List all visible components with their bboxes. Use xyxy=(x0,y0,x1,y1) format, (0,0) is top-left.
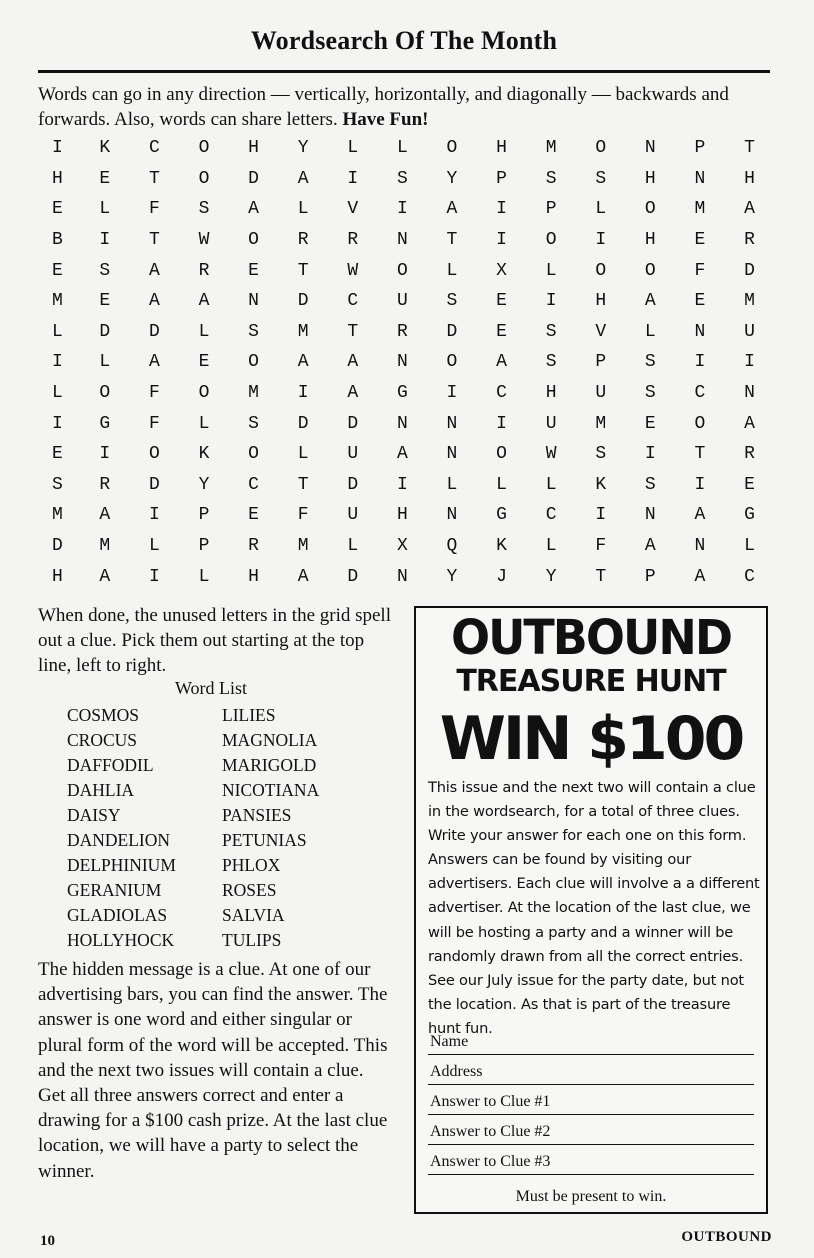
word-list-item: COSMOS xyxy=(67,705,139,725)
grid-letter: S xyxy=(248,413,259,434)
word-list-item: DAHLIA xyxy=(67,780,135,800)
grid-letter: E xyxy=(744,474,755,495)
grid-letter: P xyxy=(496,168,507,189)
grid-letter: I xyxy=(694,352,706,373)
grid-letter: P xyxy=(198,505,210,526)
grid-row xyxy=(38,561,778,592)
word-list-item: TULIPS xyxy=(222,930,282,950)
grid-letter: Y xyxy=(545,566,557,587)
grid-letter: G xyxy=(496,505,507,526)
word-list-column-1 xyxy=(67,703,176,953)
grid-letter: O xyxy=(248,352,259,373)
grid-letter: A xyxy=(744,199,755,220)
grid-letter: V xyxy=(347,199,359,220)
grid-letter: D xyxy=(347,413,359,434)
grid-letter: S xyxy=(545,168,557,189)
grid-letter: R xyxy=(99,474,111,495)
grid-letter: L xyxy=(446,474,458,495)
grid-letter: L xyxy=(52,321,63,342)
grid-letter: S xyxy=(595,168,607,189)
grid-letter: E xyxy=(496,321,507,342)
grid-letter: T xyxy=(744,138,755,159)
grid-row xyxy=(38,531,778,562)
grid-letter: K xyxy=(496,536,507,557)
grid-letter: A xyxy=(694,505,706,526)
grid-letter: I xyxy=(496,413,507,434)
grid-letter: S xyxy=(545,352,557,373)
grid-letter: H xyxy=(545,383,557,404)
grid-letter: K xyxy=(595,474,607,495)
page-number: 10 xyxy=(40,1233,55,1249)
grid-letter: X xyxy=(496,260,507,281)
word-list-item: MAGNOLIA xyxy=(222,730,318,750)
grid-letter: C xyxy=(545,505,557,526)
word-list-item: LILIES xyxy=(222,705,276,725)
grid-letter: Y xyxy=(297,138,309,159)
grid-letter: N xyxy=(396,230,408,251)
word-list-item: CROCUS xyxy=(67,730,138,750)
word-list-item: PETUNIAS xyxy=(222,830,307,850)
clue3-answer-field[interactable] xyxy=(428,1144,754,1175)
grid-letter: R xyxy=(248,536,259,557)
grid-letter: A xyxy=(396,444,408,465)
grid-letter: Y xyxy=(446,566,458,587)
title-rule xyxy=(38,70,770,73)
grid-letter: M xyxy=(52,291,63,312)
hidden-message-text: The hidden message is a clue. At one of our advertising bars, you can find the answer. The answer is one word and either singular or plural form of the word will be accepted. This and the next two issues will contain a clue. Get all three answers correct and enter a drawing for a $100 cash prize. At the last clue location, we will have a party to select the winner. xyxy=(38,959,388,1182)
grid-letter: T xyxy=(694,444,706,465)
grid-letter: D xyxy=(446,321,458,342)
grid-letter: P xyxy=(545,199,557,220)
grid-letter: C xyxy=(248,474,259,495)
grid-letter: I xyxy=(148,505,160,526)
grid-row xyxy=(38,317,778,348)
grid-letter: E xyxy=(198,352,210,373)
grid-letter: H xyxy=(595,291,607,312)
grid-letter: L xyxy=(52,383,63,404)
grid-letter: E xyxy=(52,260,63,281)
grid-letter: H xyxy=(52,566,63,587)
grid-letter: S xyxy=(595,444,607,465)
grid-letter: H xyxy=(644,168,656,189)
grid-letter: D xyxy=(347,474,359,495)
grid-letter: N xyxy=(248,291,259,312)
grid-letter: S xyxy=(99,260,111,281)
word-list-item: SALVIA xyxy=(222,905,285,925)
grid-letter: I xyxy=(99,444,111,465)
grid-letter: D xyxy=(148,321,160,342)
grid-letter: D xyxy=(99,321,111,342)
grid-letter: T xyxy=(297,474,309,495)
grid-letter: T xyxy=(148,230,160,251)
grid-letter: T xyxy=(297,260,309,281)
word-list-item: PANSIES xyxy=(222,805,292,825)
grid-letter: H xyxy=(744,168,755,189)
grid-letter: P xyxy=(198,536,210,557)
grid-letter: I xyxy=(99,230,111,251)
grid-letter: N xyxy=(694,536,706,557)
grid-letter: U xyxy=(396,291,408,312)
grid-row xyxy=(38,347,778,378)
grid-letter: M xyxy=(545,138,557,159)
grid-letter: R xyxy=(297,230,309,251)
grid-letter: G xyxy=(99,413,111,434)
grid-letter: C xyxy=(496,383,507,404)
word-list-item: DANDELION xyxy=(67,830,171,850)
grid-letter: N xyxy=(396,566,408,587)
grid-letter: N xyxy=(446,413,458,434)
grid-letter: M xyxy=(694,199,706,220)
grid-letter: O xyxy=(248,444,259,465)
grid-letter: A xyxy=(99,505,111,526)
grid-letter: L xyxy=(198,413,210,434)
grid-letter: J xyxy=(496,566,507,587)
grid-letter: C xyxy=(148,138,160,159)
grid-letter: S xyxy=(198,199,210,220)
grid-row xyxy=(38,408,778,439)
grid-row xyxy=(38,470,778,501)
grid-letter: A xyxy=(347,352,359,373)
grid-letter: U xyxy=(595,383,607,404)
grid-letter: L xyxy=(396,138,408,159)
grid-letter: F xyxy=(297,505,309,526)
grid-letter: H xyxy=(248,566,259,587)
grid-letter: E xyxy=(52,199,63,220)
grid-letter: I xyxy=(694,474,706,495)
hunt-logo-outbound: OUTBOUND xyxy=(450,608,732,666)
grid-letter: A xyxy=(198,291,210,312)
grid-letter: O xyxy=(595,260,607,281)
grid-letter: I xyxy=(52,413,63,434)
grid-letter: H xyxy=(644,230,656,251)
grid-letter: P xyxy=(595,352,607,373)
word-list-item: ROSES xyxy=(222,880,277,900)
address-label: Address xyxy=(430,1063,483,1080)
grid-letter: O xyxy=(248,230,259,251)
grid-letter: A xyxy=(446,199,458,220)
grid-letter: A xyxy=(297,352,309,373)
grid-letter: V xyxy=(595,321,607,342)
word-list-item: DAFFODIL xyxy=(67,755,154,775)
grid-letter: M xyxy=(99,536,111,557)
grid-letter: E xyxy=(248,260,259,281)
grid-letter: H xyxy=(248,138,259,159)
grid-letter: L xyxy=(545,260,557,281)
grid-letter: N xyxy=(396,352,408,373)
grid-letter: Q xyxy=(446,536,458,557)
treasure-hunt-form xyxy=(414,606,768,1214)
grid-letter: L xyxy=(347,536,359,557)
clue1-answer-field[interactable] xyxy=(428,1084,754,1115)
grid-letter: L xyxy=(545,536,557,557)
word-list-item: DELPHINIUM xyxy=(67,855,176,875)
publication-name: OUTBOUND xyxy=(681,1229,772,1245)
grid-letter: U xyxy=(744,321,755,342)
clue1-label: Answer to Clue #1 xyxy=(430,1093,551,1110)
word-list-item: HOLLYHOCK xyxy=(67,930,175,950)
grid-letter: I xyxy=(496,230,507,251)
grid-row xyxy=(38,225,778,256)
grid-letter: O xyxy=(446,138,458,159)
word-list-item: PHLOX xyxy=(222,855,281,875)
grid-row xyxy=(38,255,778,286)
grid-letter: C xyxy=(744,566,755,587)
grid-letter: N xyxy=(694,321,706,342)
grid-letter: L xyxy=(744,536,755,557)
grid-letter: C xyxy=(347,291,359,312)
grid-row xyxy=(38,164,778,195)
word-list-title: Word List xyxy=(175,678,248,698)
grid-row xyxy=(38,500,778,531)
grid-letter: B xyxy=(52,230,63,251)
grid-letter: W xyxy=(545,444,557,465)
grid-row xyxy=(38,378,778,409)
grid-letter: E xyxy=(52,444,63,465)
grid-letter: O xyxy=(396,260,408,281)
clue2-answer-field[interactable] xyxy=(428,1114,754,1145)
grid-letter: D xyxy=(148,474,160,495)
grid-letter: U xyxy=(347,505,359,526)
grid-letter: S xyxy=(396,168,408,189)
grid-letter: S xyxy=(545,321,557,342)
grid-letter: E xyxy=(694,230,706,251)
grid-letter: L xyxy=(99,199,111,220)
grid-letter: R xyxy=(744,230,755,251)
grid-letter: A xyxy=(694,566,706,587)
grid-letter: A xyxy=(148,260,160,281)
grid-letter: A xyxy=(744,413,755,434)
grid-letter: D xyxy=(297,413,309,434)
grid-letter: N xyxy=(744,383,755,404)
grid-letter: G xyxy=(744,505,755,526)
grid-letter: M xyxy=(248,383,259,404)
grid-letter: I xyxy=(545,291,557,312)
hunt-description: This issue and the next two will contain a clue in the wordsearch, for a total of three clues. Write your answer for each one on this form. Answers can be found by visiting our advertisers. Each clue will involve a a different advertiser. At the location of the last clue, we will be hosting a party and a winner will be randomly drawn from all the correct entries. See our July issue for the party date, but not the location. As that is part of the treasure hunt fun. xyxy=(428,779,760,1037)
clue2-label: Answer to Clue #2 xyxy=(430,1123,551,1140)
grid-letter: F xyxy=(595,536,607,557)
grid-letter: E xyxy=(99,291,111,312)
grid-letter: T xyxy=(347,321,359,342)
grid-letter: H xyxy=(52,168,63,189)
grid-letter: I xyxy=(52,352,63,373)
grid-letter: I xyxy=(644,444,656,465)
grid-letter: P xyxy=(644,566,656,587)
grid-letter: S xyxy=(644,383,656,404)
grid-letter: E xyxy=(496,291,507,312)
grid-letter: F xyxy=(148,413,160,434)
must-be-present-note: Must be present to win. xyxy=(515,1188,667,1205)
grid-letter: M xyxy=(297,321,309,342)
grid-row xyxy=(38,286,778,317)
wordsearch-grid xyxy=(38,133,778,592)
grid-letter: S xyxy=(644,474,656,495)
grid-letter: A xyxy=(644,536,656,557)
grid-letter: A xyxy=(297,168,309,189)
grid-letter: X xyxy=(396,536,408,557)
grid-letter: L xyxy=(198,566,210,587)
grid-clue-instructions: When done, the unused letters in the grid spell out a clue. Pick them out starting at the top line, left to right. xyxy=(38,605,391,676)
grid-row xyxy=(38,439,778,470)
grid-letter: I xyxy=(744,352,755,373)
grid-letter: F xyxy=(148,199,160,220)
word-list-item: GERANIUM xyxy=(67,880,162,900)
grid-letter: L xyxy=(644,321,656,342)
grid-letter: W xyxy=(198,230,210,251)
name-label: Name xyxy=(430,1033,469,1050)
grid-letter: I xyxy=(446,383,458,404)
grid-letter: A xyxy=(347,383,359,404)
grid-letter: D xyxy=(347,566,359,587)
grid-letter: I xyxy=(496,199,507,220)
clue3-label: Answer to Clue #3 xyxy=(430,1153,551,1170)
grid-letter: R xyxy=(744,444,755,465)
grid-letter: F xyxy=(694,260,706,281)
grid-letter: S xyxy=(644,352,656,373)
word-list-item: DAISY xyxy=(67,805,121,825)
grid-letter: D xyxy=(52,536,63,557)
grid-letter: A xyxy=(496,352,507,373)
grid-letter: O xyxy=(99,383,111,404)
grid-letter: L xyxy=(347,138,359,159)
word-list-item: GLADIOLAS xyxy=(67,905,168,925)
word-list-item: NICOTIANA xyxy=(222,780,320,800)
instructions-text: Words can go in any direction — vertically, horizontally, and diagonally — backwards and forwards. Also, words can share letters. xyxy=(38,84,729,130)
grid-letter: L xyxy=(198,321,210,342)
grid-letter: A xyxy=(248,199,259,220)
grid-letter: O xyxy=(198,168,210,189)
grid-letter: D xyxy=(297,291,309,312)
grid-letter: N xyxy=(396,413,408,434)
grid-letter: R xyxy=(396,321,408,342)
grid-letter: E xyxy=(99,168,111,189)
grid-letter: M xyxy=(744,291,755,312)
grid-letter: N xyxy=(446,444,458,465)
grid-letter: E xyxy=(644,413,656,434)
grid-letter: O xyxy=(446,352,458,373)
grid-letter: O xyxy=(198,138,210,159)
grid-letter: I xyxy=(52,138,63,159)
grid-letter: O xyxy=(694,413,706,434)
grid-row xyxy=(38,133,778,164)
grid-letter: I xyxy=(148,566,160,587)
grid-letter: T xyxy=(595,566,607,587)
grid-letter: L xyxy=(99,352,111,373)
grid-letter: K xyxy=(198,444,210,465)
grid-letter: H xyxy=(396,505,408,526)
grid-letter: O xyxy=(496,444,507,465)
grid-letter: U xyxy=(347,444,359,465)
grid-letter: C xyxy=(694,383,706,404)
grid-letter: T xyxy=(148,168,160,189)
name-field[interactable] xyxy=(428,1024,754,1055)
grid-letter: T xyxy=(446,230,458,251)
grid-letter: I xyxy=(297,383,309,404)
grid-letter: D xyxy=(744,260,755,281)
hunt-logo-treasure-hunt: TREASURE HUNT xyxy=(456,664,726,699)
grid-letter: F xyxy=(148,383,160,404)
grid-letter: L xyxy=(496,474,507,495)
grid-letter: L xyxy=(297,444,309,465)
grid-letter: R xyxy=(198,260,210,281)
grid-letter: O xyxy=(198,383,210,404)
grid-letter: S xyxy=(52,474,63,495)
grid-letter: P xyxy=(694,138,706,159)
grid-letter: L xyxy=(545,474,557,495)
grid-letter: Y xyxy=(198,474,210,495)
instructions xyxy=(38,82,770,132)
grid-letter: N xyxy=(644,505,656,526)
grid-letter: I xyxy=(347,168,359,189)
grid-letter: H xyxy=(496,138,507,159)
grid-letter: L xyxy=(446,260,458,281)
grid-letter: G xyxy=(396,383,408,404)
grid-letter: I xyxy=(595,505,607,526)
grid-letter: M xyxy=(297,536,309,557)
grid-letter: A xyxy=(297,566,309,587)
word-list-column-2 xyxy=(222,703,319,953)
grid-letter: Y xyxy=(446,168,458,189)
grid-letter: O xyxy=(595,138,607,159)
grid-letter: E xyxy=(694,291,706,312)
grid-letter: I xyxy=(595,230,607,251)
grid-letter: N xyxy=(644,138,656,159)
grid-row xyxy=(38,194,778,225)
grid-letter: M xyxy=(52,505,63,526)
grid-letter: A xyxy=(148,352,160,373)
grid-letter: S xyxy=(248,321,259,342)
grid-letter: N xyxy=(694,168,706,189)
hunt-prize-headline: WIN $100 xyxy=(439,704,743,774)
address-field[interactable] xyxy=(428,1054,754,1085)
grid-letter: D xyxy=(248,168,259,189)
grid-letter: L xyxy=(148,536,160,557)
grid-letter: S xyxy=(446,291,458,312)
page-title: Wordsearch Of The Month xyxy=(250,26,558,55)
grid-letter: K xyxy=(99,138,111,159)
grid-letter: I xyxy=(396,199,408,220)
grid-letter: W xyxy=(347,260,359,281)
grid-letter: M xyxy=(595,413,607,434)
grid-letter: U xyxy=(545,413,557,434)
grid-letter: E xyxy=(248,505,259,526)
grid-letter: L xyxy=(595,199,607,220)
grid-letter: O xyxy=(644,199,656,220)
grid-letter: I xyxy=(396,474,408,495)
have-fun-text: Have Fun! xyxy=(342,109,429,130)
grid-letter: R xyxy=(347,230,359,251)
grid-letter: N xyxy=(446,505,458,526)
grid-letter: L xyxy=(297,199,309,220)
grid-letter: A xyxy=(99,566,111,587)
grid-letter: O xyxy=(545,230,557,251)
grid-letter: A xyxy=(644,291,656,312)
word-list-item: MARIGOLD xyxy=(222,755,317,775)
grid-letter: A xyxy=(148,291,160,312)
grid-letter: O xyxy=(148,444,160,465)
grid-letter: O xyxy=(644,260,656,281)
